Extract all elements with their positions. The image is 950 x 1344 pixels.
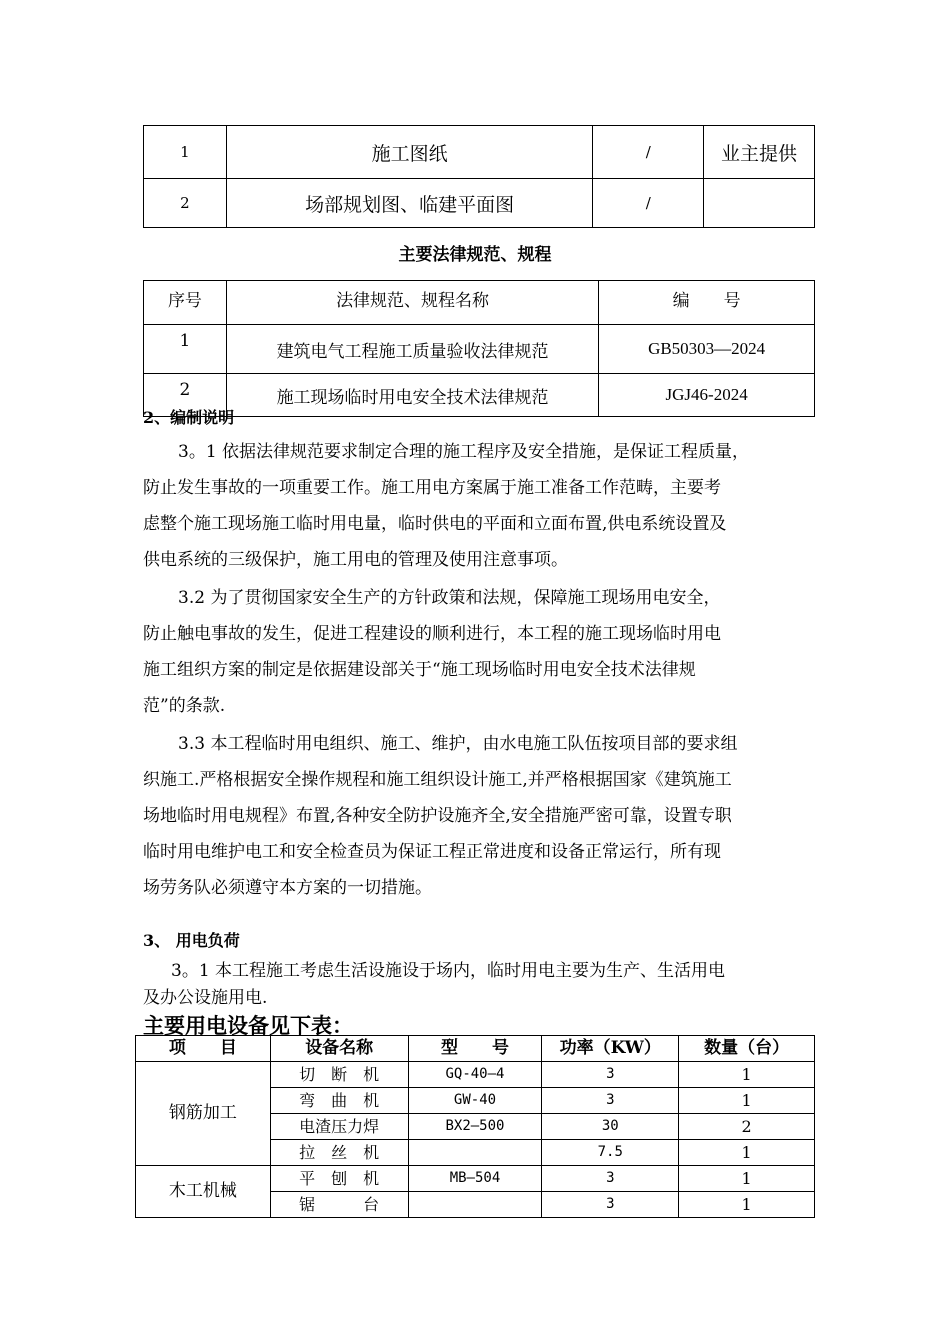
laws-caption: 主要法律规范、规程 [398, 245, 552, 265]
row-number: 1 [144, 126, 227, 179]
header-item: 项 目 [136, 1036, 271, 1062]
header-no: 序号 [144, 281, 227, 325]
equipment-model: BX2—500 [408, 1114, 542, 1140]
paragraph-3-1 [143, 434, 823, 578]
equipment-name: 锯 台 [270, 1192, 408, 1218]
equipment-title: 主要用电设备见下表： [143, 1013, 353, 1038]
document-name: 施工图纸 [226, 126, 592, 179]
law-code: JGJ46-2024 [599, 374, 815, 417]
equipment-model [408, 1192, 542, 1218]
document-code: / [593, 179, 704, 228]
group-label: 钢筋加工 [136, 1062, 271, 1166]
equipment-qty: 1 [679, 1088, 815, 1114]
equipment-name: 弯 曲 机 [270, 1088, 408, 1114]
equipment-name: 切 断 机 [270, 1062, 408, 1088]
equipment-power: 7.5 [542, 1140, 679, 1166]
paragraph-3-3 [143, 726, 823, 906]
table-row [144, 179, 815, 228]
text-line: 范”的条款. [143, 696, 226, 716]
text-line: 临时用电维护电工和安全检查员为保证工程正常进度和设备正常运行，所有现 [143, 842, 721, 862]
text-line: 供电系统的三级保护，施工用电的管理及使用注意事项。 [143, 550, 568, 570]
equipment-model: GQ-40—4 [408, 1062, 542, 1088]
law-name: 施工现场临时用电安全技术法律规范 [226, 374, 598, 417]
equipment-qty: 2 [679, 1114, 815, 1140]
text-line: 织施工.严格根据安全操作规程和施工组织设计施工,并严格根据国家《建筑施工 [143, 770, 732, 790]
laws-table [143, 280, 815, 417]
document-note: 业主提供 [704, 126, 815, 179]
text-line: 场劳务队必须遵守本方案的一切措施。 [143, 878, 432, 898]
header-code: 编 号 [599, 281, 815, 325]
equipment-qty: 1 [679, 1192, 815, 1218]
equipment-name: 拉 丝 机 [270, 1140, 408, 1166]
section2-heading: 2、编制说明 [143, 408, 235, 427]
row-number: 2 [144, 179, 227, 228]
table-row [144, 325, 815, 374]
paragraph-load [143, 958, 823, 1012]
equipment-qty: 1 [679, 1140, 815, 1166]
row-number: 2 [144, 374, 227, 417]
text-line: 及办公设施用电. [143, 988, 268, 1008]
table-row [136, 1166, 815, 1192]
header-qty: 数量（台） [679, 1036, 815, 1062]
law-code: GB50303—2024 [599, 325, 815, 374]
equipment-power: 30 [542, 1114, 679, 1140]
law-name: 建筑电气工程施工质量验收法律规范 [226, 325, 598, 374]
section3-heading: 3、 用电负荷 [143, 931, 240, 950]
equipment-model: GW-40 [408, 1088, 542, 1114]
equipment-model: MB—504 [408, 1166, 542, 1192]
text-line: 虑整个施工现场施工临时用电量，临时供电的平面和立面布置,供电系统设置及 [143, 514, 727, 534]
drawings-table [143, 125, 815, 228]
equipment-qty: 1 [679, 1166, 815, 1192]
text-line: 3.2 为了贯彻国家安全生产的方针政策和法规，保障施工现场用电安全， [178, 588, 721, 608]
text-line: 3.3 本工程临时用电组织、施工、维护，由水电施工队伍按项目部的要求组 [178, 734, 738, 754]
text-line: 3。1 依据法律规范要求制定合理的施工程序及安全措施，是保证工程质量， [178, 442, 750, 462]
equipment-table [135, 1035, 815, 1218]
header-name: 设备名称 [270, 1036, 408, 1062]
text-line: 防止发生事故的一项重要工作。施工用电方案属于施工准备工作范畴，主要考 [143, 478, 721, 498]
table-row [136, 1062, 815, 1088]
text-line: 3。1 本工程施工考虑生活设施设于场内，临时用电主要为生产、生活用电 [171, 961, 726, 981]
text-line: 防止触电事故的发生，促进工程建设的顺利进行，本工程的施工现场临时用电 [143, 624, 721, 644]
document-code: / [593, 126, 704, 179]
document-name: 场部规划图、临建平面图 [226, 179, 592, 228]
equipment-power: 3 [542, 1088, 679, 1114]
document-note [704, 179, 815, 228]
text-line: 施工组织方案的制定是依据建设部关于“施工现场临时用电安全技术法律规 [143, 660, 696, 680]
paragraph-3-2 [143, 580, 823, 724]
equipment-qty: 1 [679, 1062, 815, 1088]
header-power: 功率（KW） [542, 1036, 679, 1062]
row-number: 1 [144, 325, 227, 374]
equipment-name: 电渣压力焊 [270, 1114, 408, 1140]
group-label: 木工机械 [136, 1166, 271, 1218]
equipment-power: 3 [542, 1166, 679, 1192]
table-row [144, 374, 815, 417]
header-model: 型 号 [408, 1036, 542, 1062]
equipment-power: 3 [542, 1192, 679, 1218]
equipment-power: 3 [542, 1062, 679, 1088]
table-header-row [144, 281, 815, 325]
text-line: 场地临时用电规程》布置,各种安全防护设施齐全,安全措施严密可靠，设置专职 [143, 806, 732, 826]
header-name: 法律规范、规程名称 [226, 281, 598, 325]
table-row [144, 126, 815, 179]
equipment-name: 平 刨 机 [270, 1166, 408, 1192]
equipment-model [408, 1140, 542, 1166]
table-header-row [136, 1036, 815, 1062]
